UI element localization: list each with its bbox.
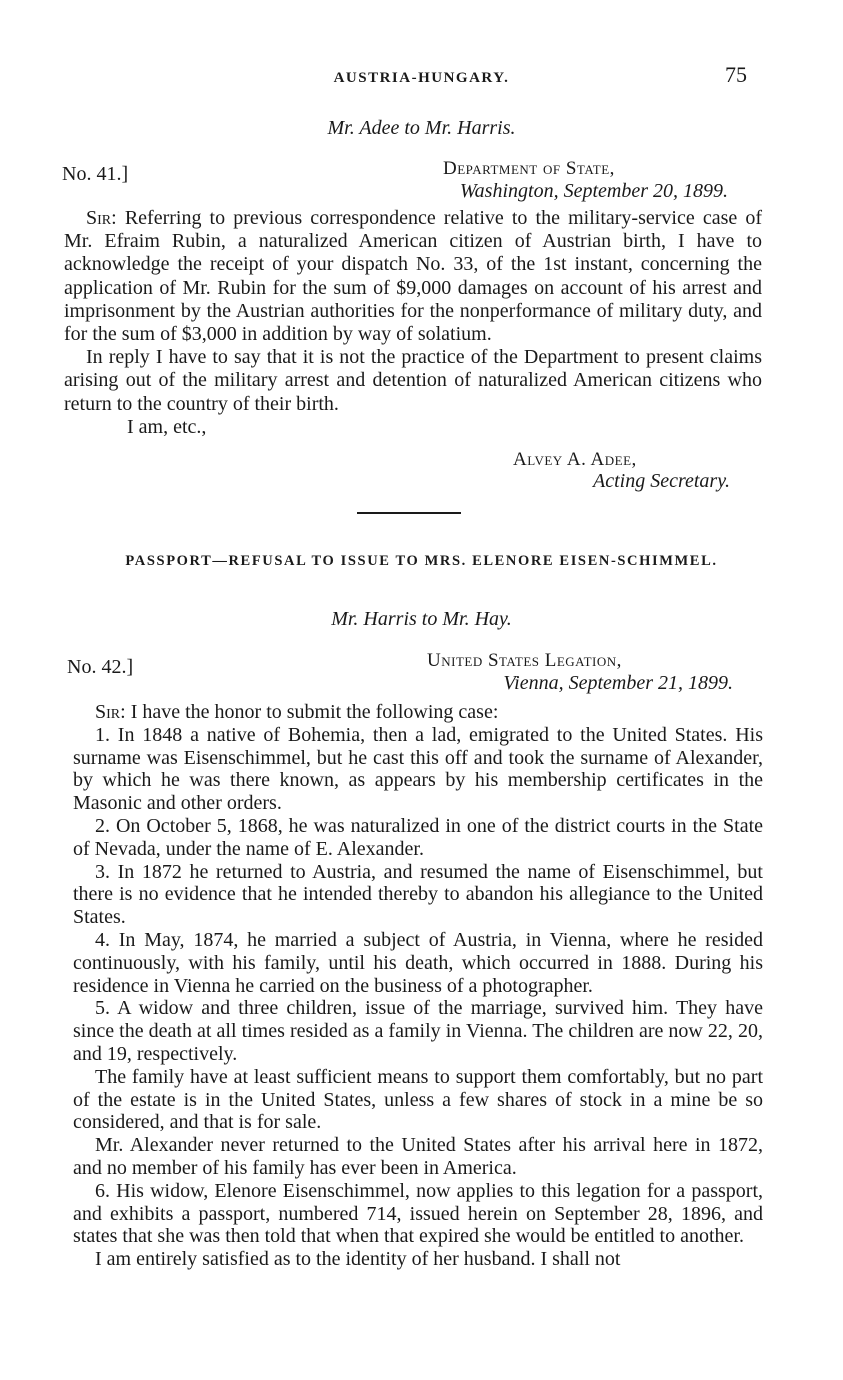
letter1-place-date: Washington, September 20, 1899. bbox=[459, 180, 728, 202]
letter2-number: No. 42.] bbox=[67, 656, 134, 678]
letter1-paragraph: Sir: Referring to previous correspondence relative to the military-service case of Mr. Efraim Rubin, a naturalized American citizen of Austrian birth, I have to acknowledge the receipt of your dispatch No. 33, of the 1st instant, concerning the application of Mr. Rubin for the sum of $9,000 damages on account of his arrest and imprisonment by the Austrian authorities for the nonperformance of military duty, and for the sum of $3,000 in addition by way of solatium. bbox=[64, 207, 763, 346]
letter1-body bbox=[64, 207, 762, 439]
letter1-paragraph: In reply I have to say that it is not the practice of the Department to present claims arising out of the military arrest and detention of naturalized American citizens who return to the country of their birth. bbox=[64, 346, 762, 415]
letter2-paragraph: The family have at least sufficient means to support them comfortably, but no part of the estate is in the United States, unless a few shares of stock in a mine be so considered, and that is for sale. bbox=[73, 1065, 763, 1134]
letter1-office: Department of State, bbox=[443, 158, 615, 179]
letter2-paragraph: 4. In May, 1874, he married a subject of Austria, in Vienna, where he resided continuously, with his family, until his death, which occurred in 1888. During his residence in Vienna he carried on the business of a photographer. bbox=[73, 928, 763, 997]
letter2-heading: Mr. Harris to Mr. Hay. bbox=[331, 608, 512, 630]
letter2-salutation: Sir: bbox=[95, 701, 126, 723]
letter2-office: United States Legation, bbox=[427, 650, 622, 671]
letter2-paragraph: 5. A widow and three children, issue of the marriage, survived him. They have since the death at all times resided as a family in Vienna. The children are now 22, 20, and 19, respectively. bbox=[73, 997, 763, 1065]
letter1-heading: Mr. Adee to Mr. Harris. bbox=[327, 117, 516, 139]
letter1-closing: I am, etc., bbox=[127, 415, 207, 438]
letter2-paragraph: 2. On October 5, 1868, he was naturalized in one of the district courts in the State of Nevada, under the name of E. Alexander. bbox=[73, 814, 763, 860]
letter2-paragraph: 1. In 1848 a native of Bohemia, then a lad, emigrated to the United States. His surname was Eisenschimmel, but he cast this off and took the surname of Alexander, by which he was there known, as appears by his membership certificates in the Masonic and other orders. bbox=[73, 723, 763, 815]
letter2-paragraph: Mr. Alexander never returned to the United States after his arrival here in 1872, and no member of his family has ever been in America. bbox=[73, 1134, 763, 1179]
letter2-body bbox=[73, 701, 763, 1271]
running-title: AUSTRIA-HUNGARY. bbox=[333, 70, 510, 86]
letter1-number: No. 41.] bbox=[62, 163, 129, 185]
section-title: PASSPORT—REFUSAL TO ISSUE TO MRS. ELENORE EISEN-SCHIMMEL. bbox=[125, 553, 718, 569]
letter2-paragraph: I am entirely satisfied as to the identity of her husband. I shall not bbox=[95, 1248, 621, 1271]
letter2-paragraph: 3. In 1872 he returned to Austria, and resumed the name of Eisenschimmel, but there is no evidence that he intended thereby to abandon his allegiance to the United States. bbox=[73, 860, 763, 929]
letter2-place-date: Vienna, September 21, 1899. bbox=[503, 672, 733, 694]
section-divider bbox=[357, 512, 461, 514]
letter1-salutation: Sir: bbox=[86, 207, 117, 229]
letter1-signature-name: Alvey A. Adee, bbox=[513, 449, 637, 470]
letter2-intro: Sir: I have the honor to submit the following case: bbox=[95, 701, 499, 723]
page-number: 75 bbox=[725, 62, 747, 87]
letter1-signature-title: Acting Secretary. bbox=[593, 470, 730, 492]
letter2-paragraph: 6. His widow, Elenore Eisenschimmel, now applies to this legation for a passport, and exhibits a passport, numbered 714, issued herein on September 28, 1896, and states that she was then told that when that expired she would be entitled to another. bbox=[73, 1179, 763, 1248]
